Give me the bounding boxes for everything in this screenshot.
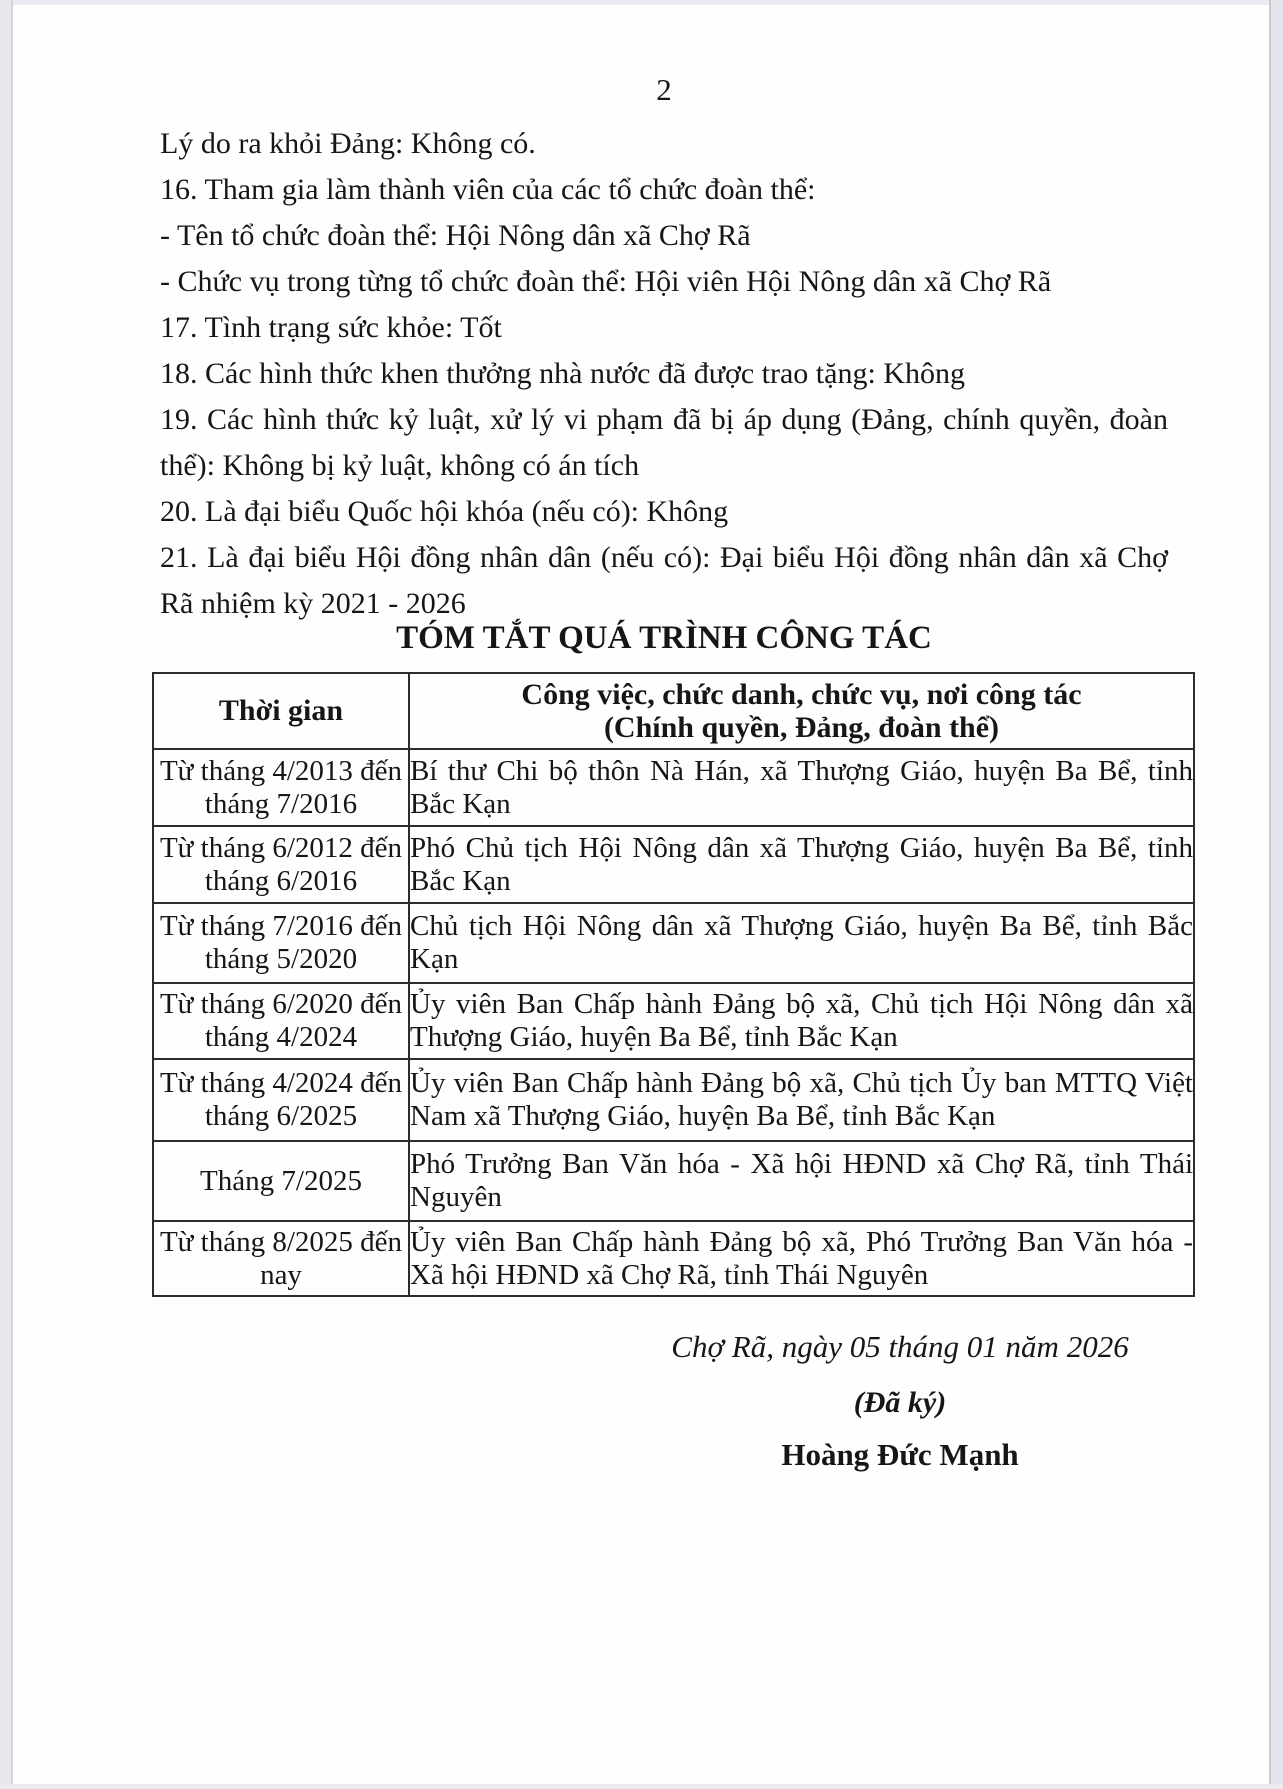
table-row <box>153 1221 1194 1296</box>
table-row <box>153 983 1194 1059</box>
table-header-row <box>153 673 1194 749</box>
time-cell: Từ tháng 6/2020 đến tháng 4/2024 <box>153 983 409 1059</box>
signed-note: (Đã ký) <box>853 1386 947 1419</box>
job-cell: Ủy viên Ban Chấp hành Đảng bộ xã, Phó Trưởng Ban Văn hóa - Xã hội HĐND xã Chợ Rã, tỉnh Thái Nguyên <box>409 1221 1194 1296</box>
time-cell: Từ tháng 4/2013 đến tháng 7/2016 <box>153 749 409 826</box>
time-cell: Từ tháng 4/2024 đến tháng 6/2025 <box>153 1059 409 1141</box>
job-cell: Phó Chủ tịch Hội Nông dân xã Thượng Giáo, huyện Ba Bể, tỉnh Bắc Kạn <box>409 826 1194 903</box>
body-paragraph-item-21: 21. Là đại biểu Hội đồng nhân dân (nếu có): Đại biểu Hội đồng nhân dân xã Chợ Rã nhiệm kỳ 2021 - 2026 <box>160 541 1168 620</box>
job-cell: Chủ tịch Hội Nông dân xã Thượng Giáo, huyện Ba Bể, tỉnh Bắc Kạn <box>409 903 1194 983</box>
scan-edge-right <box>1269 0 1283 1789</box>
time-cell: Từ tháng 8/2025 đến nay <box>153 1221 409 1296</box>
time-cell: Tháng 7/2025 <box>153 1141 409 1221</box>
table-row <box>153 749 1194 826</box>
body-paragraph-item-18: 18. Các hình thức khen thưởng nhà nước đã được trao tặng: Không <box>160 357 965 390</box>
header-cell-time: Thời gian <box>153 673 409 749</box>
signature-block <box>640 1328 1160 1473</box>
career-summary-table <box>152 672 1195 1297</box>
time-cell: Từ tháng 7/2016 đến tháng 5/2020 <box>153 903 409 983</box>
table-row <box>153 1059 1194 1141</box>
body-paragraph-org-position: - Chức vụ trong từng tổ chức đoàn thể: Hội viên Hội Nông dân xã Chợ Rã <box>160 265 1052 298</box>
body-paragraph-item-19: 19. Các hình thức kỷ luật, xử lý vi phạm đã bị áp dụng (Đảng, chính quyền, đoàn thể): Không bị kỷ luật, không có án tích <box>160 403 1168 482</box>
career-summary-title: TÓM TẮT QUÁ TRÌNH CÔNG TÁC <box>396 620 932 656</box>
body-paragraph-item-20: 20. Là đại biểu Quốc hội khóa (nếu có): Không <box>160 495 729 528</box>
body-paragraph-org-name: - Tên tổ chức đoàn thể: Hội Nông dân xã Chợ Rã <box>160 219 751 252</box>
signer-name: Hoàng Đức Mạnh <box>781 1437 1019 1472</box>
body-paragraph-item-16: 16. Tham gia làm thành viên của các tổ chức đoàn thể: <box>160 173 816 206</box>
body-paragraph-item-17: 17. Tình trạng sức khỏe: Tốt <box>160 311 502 344</box>
scan-edge-left <box>0 0 13 1789</box>
table-row <box>153 903 1194 983</box>
table-row <box>153 826 1194 903</box>
header-job-line2: (Chính quyền, Đảng, đoàn thể) <box>603 711 1000 744</box>
header-job-line1: Công việc, chức danh, chức vụ, nơi công tác <box>521 678 1082 711</box>
body-paragraph-party-exit-reason: Lý do ra khỏi Đảng: Không có. <box>160 127 536 160</box>
job-cell: Ủy viên Ban Chấp hành Đảng bộ xã, Chủ tịch Hội Nông dân xã Thượng Giáo, huyện Ba Bể, tỉnh Bắc Kạn <box>409 983 1194 1059</box>
signature-place-date: Chợ Rã, ngày 05 tháng 01 năm 2026 <box>671 1329 1129 1364</box>
job-cell: Phó Trưởng Ban Văn hóa - Xã hội HĐND xã Chợ Rã, tỉnh Thái Nguyên <box>409 1141 1194 1221</box>
table-row <box>153 1141 1194 1221</box>
job-cell: Bí thư Chi bộ thôn Nà Hán, xã Thượng Giáo, huyện Ba Bể, tỉnh Bắc Kạn <box>409 749 1194 826</box>
scan-edge-bottom <box>0 1784 1283 1789</box>
time-cell: Từ tháng 6/2012 đến tháng 6/2016 <box>153 826 409 903</box>
page-number: 2 <box>656 72 672 107</box>
scan-edge-top <box>0 0 1283 5</box>
body-text-block <box>160 121 1168 627</box>
job-cell: Ủy viên Ban Chấp hành Đảng bộ xã, Chủ tịch Ủy ban MTTQ Việt Nam xã Thượng Giáo, huyện Ba Bể, tỉnh Bắc Kạn <box>409 1059 1194 1141</box>
header-cell-job <box>409 673 1194 749</box>
